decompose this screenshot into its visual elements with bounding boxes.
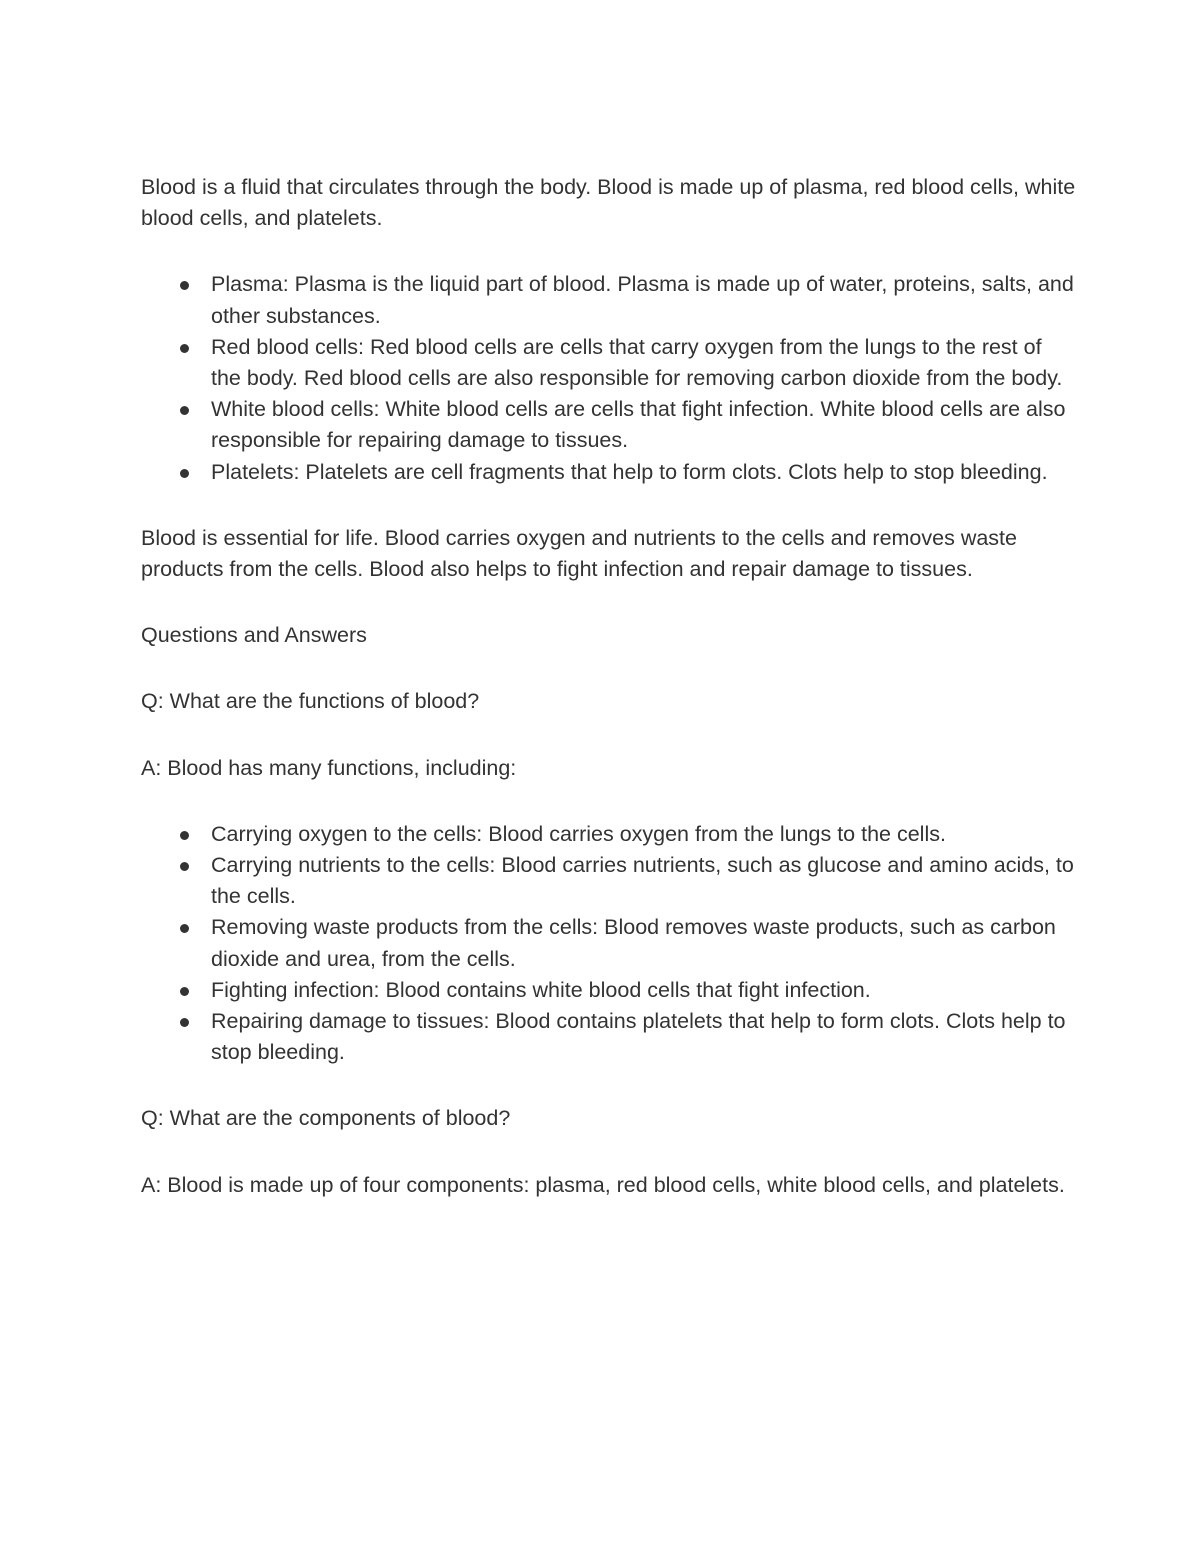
bullet-icon [180, 831, 189, 840]
list-item [211, 912, 1076, 974]
qa-heading: Questions and Answers [141, 623, 367, 648]
components-list [141, 269, 1076, 487]
list-item-text: Fighting infection: Blood contains white blood cells that fight infection. [211, 977, 871, 1002]
list-item-text: Repairing damage to tissues: Blood contains platelets that help to form clots. Clots help to stop bleeding. [211, 1009, 1066, 1065]
bullet-icon [180, 987, 189, 996]
bullet-icon [180, 344, 189, 353]
list-item [211, 850, 1076, 912]
list-item [211, 457, 1076, 488]
list-item-text: White blood cells: White blood cells are cells that fight infection. White blood cells are also responsible for repairing damage to tissues. [211, 397, 1066, 453]
answer-1-intro: A: Blood has many functions, including: [141, 755, 517, 780]
list-item-text: Carrying nutrients to the cells: Blood carries nutrients, such as glucose and amino acids, to the cells. [211, 853, 1074, 909]
bullet-icon [180, 1018, 189, 1027]
list-item [211, 1006, 1076, 1068]
list-item-text: Platelets: Platelets are cell fragments that help to form clots. Clots help to stop bleeding. [211, 459, 1048, 484]
list-item [211, 269, 1076, 331]
bullet-icon [180, 406, 189, 415]
list-item-text: Removing waste products from the cells: Blood removes waste products, such as carbon dioxide and urea, from the cells. [211, 915, 1056, 971]
essential-paragraph: Blood is essential for life. Blood carries oxygen and nutrients to the cells and removes waste products from the cells. Blood also helps to fight infection and repair damage to tissues. [141, 525, 1017, 582]
list-item-text: Plasma: Plasma is the liquid part of blood. Plasma is made up of water, proteins, salts, and other substances. [211, 272, 1074, 328]
list-item [211, 975, 1076, 1006]
functions-list [141, 819, 1076, 1069]
bullet-icon [180, 281, 189, 290]
bullet-icon [180, 862, 189, 871]
list-item [211, 332, 1076, 394]
document-page [141, 172, 1076, 1236]
bullet-icon [180, 469, 189, 478]
list-item-text: Carrying oxygen to the cells: Blood carries oxygen from the lungs to the cells. [211, 821, 946, 846]
question-2: Q: What are the components of blood? [141, 1106, 511, 1131]
intro-paragraph: Blood is a fluid that circulates through the body. Blood is made up of plasma, red blood cells, white blood cells, and platelets. [141, 175, 1076, 231]
list-item-text: Red blood cells: Red blood cells are cells that carry oxygen from the lungs to the rest of the body. Red blood cells are also responsible for removing carbon dioxide from the body. [211, 334, 1063, 391]
list-item [211, 819, 1076, 850]
list-item [211, 394, 1076, 456]
question-1: Q: What are the functions of blood? [141, 689, 480, 714]
bullet-icon [180, 924, 189, 933]
answer-2: A: Blood is made up of four components: plasma, red blood cells, white blood cells, and platelets. [141, 1172, 1065, 1197]
